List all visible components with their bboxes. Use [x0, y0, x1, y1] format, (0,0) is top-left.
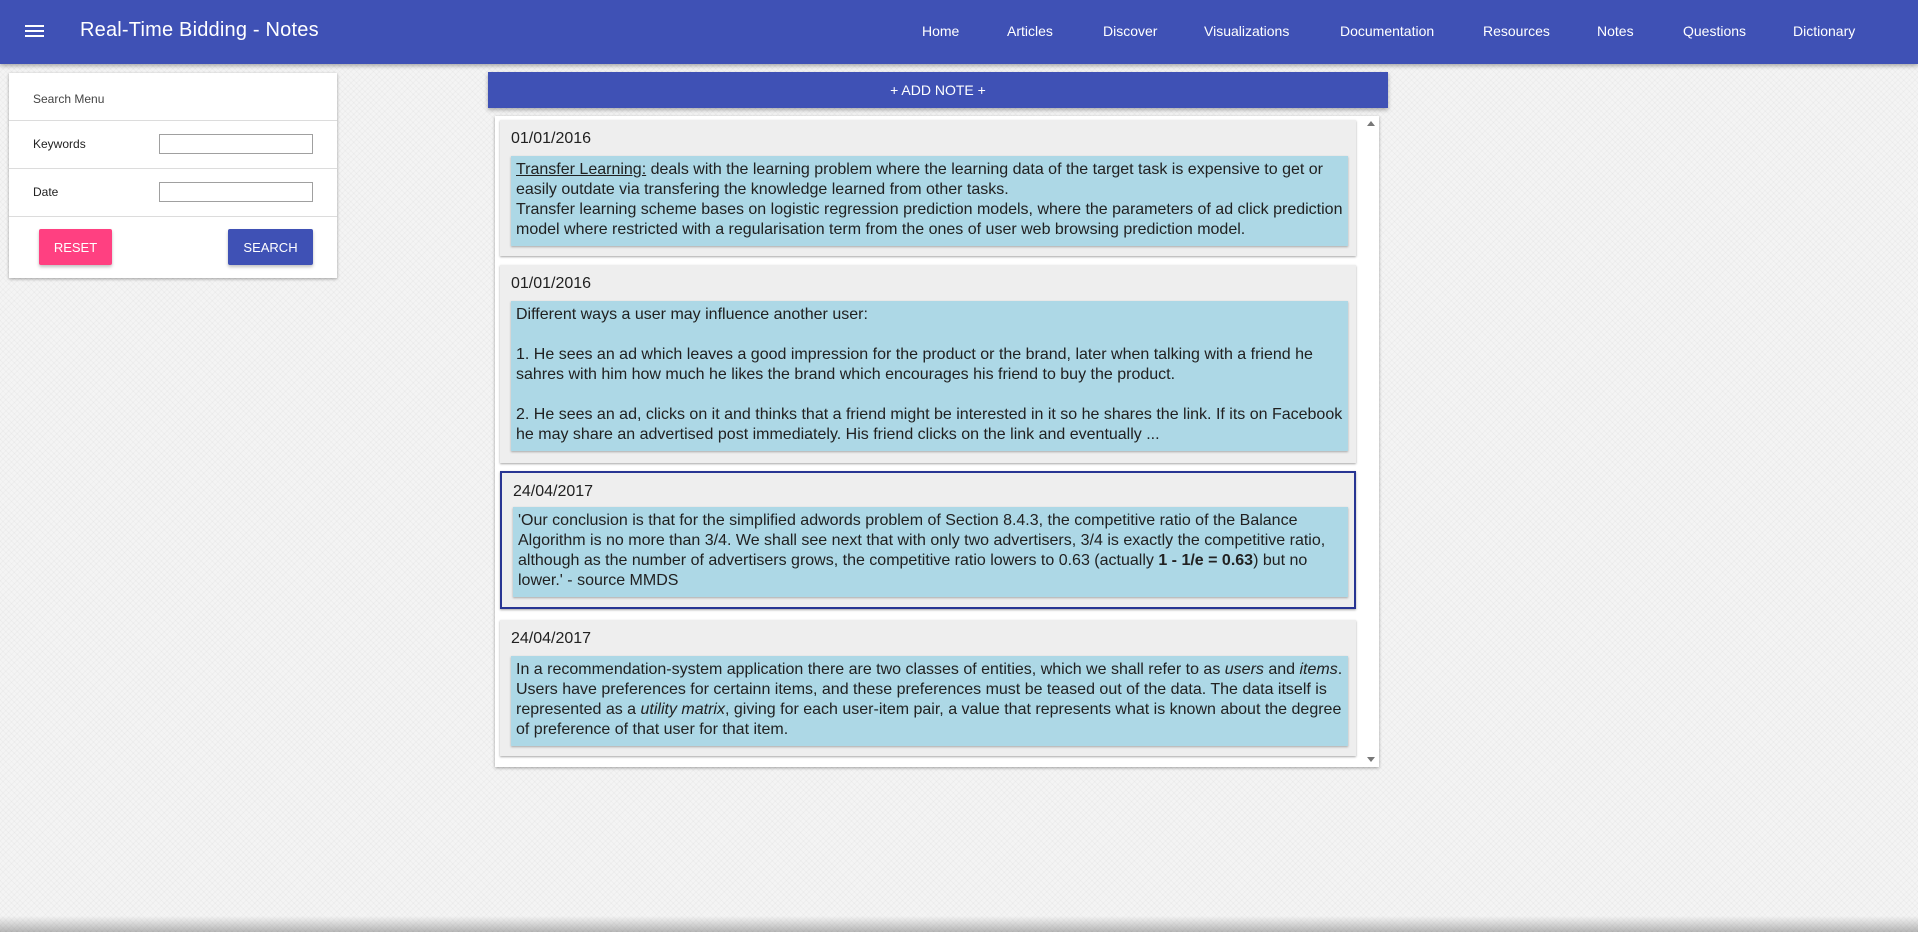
keywords-input[interactable]: [159, 134, 313, 154]
note-text: . Users have preferences for certainn items, and these preferences must be teased out of the data. The data itself is represented as a: [516, 661, 1343, 718]
scroll-up-arrow-icon[interactable]: [1367, 121, 1375, 126]
nav-articles[interactable]: Articles: [1007, 23, 1053, 39]
nav-home[interactable]: Home: [922, 23, 960, 39]
note-text: , giving for each user-item pair, a value that represents what is known about the degree of preference of that user for that item.: [516, 701, 1342, 738]
keywords-label: Keywords: [33, 137, 86, 151]
nav-questions[interactable]: Questions: [1683, 23, 1747, 39]
note-text: Different ways a user may influence another user:: [516, 306, 868, 323]
date-row: [9, 169, 337, 217]
nav-resources[interactable]: Resources: [1483, 23, 1550, 39]
note-text: 2. He sees an ad, clicks on it and thinks that a friend might be interested in it so he shares the link. If its on Facebook he may share an advertised post immediately. His friend clicks on the link and eventually ...: [516, 406, 1343, 443]
notes-scrollbar[interactable]: [1364, 116, 1379, 767]
note-body: [511, 156, 1348, 246]
page-title: Real-Time Bidding - Notes: [80, 19, 319, 41]
scroll-down-arrow-icon[interactable]: [1367, 757, 1375, 762]
date-input[interactable]: [159, 182, 313, 202]
search-menu-title: Search Menu: [33, 92, 105, 106]
note-body: [511, 656, 1348, 746]
note-date: 01/01/2016: [511, 130, 592, 147]
bottom-edge-shadow: [0, 916, 1918, 932]
nav-notes[interactable]: Notes: [1597, 23, 1634, 39]
note-text: ) but no lower.' - source MMDS: [518, 552, 1308, 589]
note-italic-text: items: [1299, 661, 1338, 678]
keywords-row: [9, 121, 337, 169]
note-text: In a recommendation-system application there are two classes of entities, which we shall refer to as: [516, 661, 1225, 678]
top-nav: [0, 0, 1918, 64]
note-card-selected[interactable]: [500, 471, 1356, 609]
note-card[interactable]: [500, 120, 1356, 256]
search-menu-panel: [9, 73, 337, 278]
note-text: 'Our conclusion is that for the simplified adwords problem of Section 8.4.3, the competitive ratio of the Balance Algorithm is no more than 3/4. We shall see next that with only two advertisers, 3/4 is exactly the competitive ratio, although as the number of advertisers grows, the competitive ratio lowers to 0.63 (actually: [518, 512, 1326, 569]
add-note-button[interactable]: + ADD NOTE +: [488, 72, 1388, 108]
notes-list[interactable]: [495, 116, 1379, 767]
note-date: 01/01/2016: [511, 275, 592, 292]
search-button[interactable]: SEARCH: [228, 229, 313, 265]
date-label: Date: [33, 185, 59, 199]
reset-button[interactable]: RESET: [39, 229, 112, 265]
note-italic-text: users: [1224, 661, 1264, 678]
app-bar: [0, 0, 1918, 64]
note-card[interactable]: [500, 265, 1356, 463]
note-text: Transfer learning scheme bases on logistic regression prediction models, where the parameters of ad click prediction model where restricted with a regularisation term from the ones of user web browsing prediction model.: [516, 201, 1343, 238]
note-bold-text: 1 - 1/e = 0.63: [1158, 552, 1254, 569]
note-body: [511, 301, 1348, 451]
note-text: and: [1263, 661, 1300, 678]
note-date: 24/04/2017: [513, 483, 594, 500]
note-date: 24/04/2017: [511, 630, 592, 647]
note-italic-text: utility matrix: [640, 701, 725, 718]
nav-visualizations[interactable]: Visualizations: [1204, 23, 1290, 39]
note-body: [513, 507, 1348, 597]
note-text: deals with the learning problem where the learning data of the target task is expensive to get or easily outdate via transfering the knowledge learned from other tasks.: [516, 161, 1323, 198]
nav-discover[interactable]: Discover: [1103, 23, 1158, 39]
search-menu-header: [9, 73, 337, 121]
nav-dictionary[interactable]: Dictionary: [1793, 23, 1856, 39]
note-card[interactable]: [500, 620, 1356, 756]
nav-documentation[interactable]: Documentation: [1340, 23, 1435, 39]
note-text: 1. He sees an ad which leaves a good impression for the product or the brand, later when talking with a friend he sahres with him how much he likes the brand which encourages his friend to buy the product.: [516, 346, 1313, 383]
note-link[interactable]: Transfer Learning:: [516, 161, 647, 178]
